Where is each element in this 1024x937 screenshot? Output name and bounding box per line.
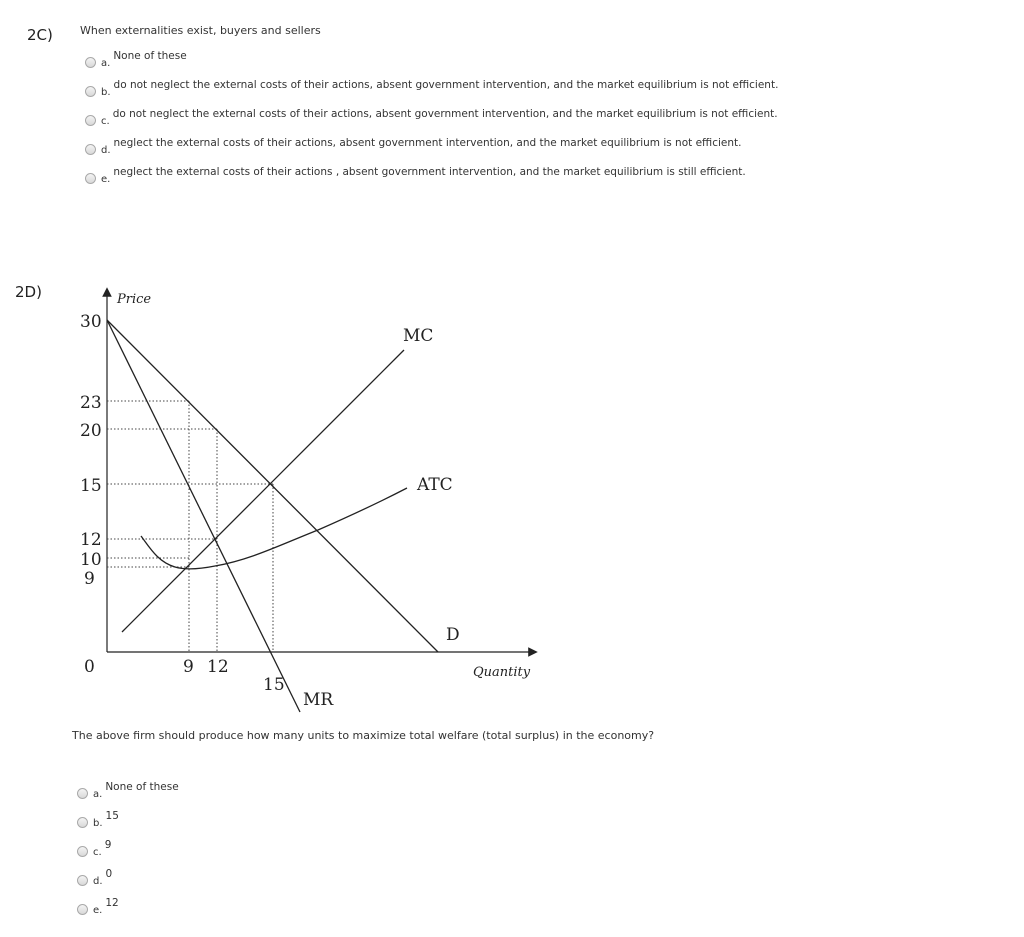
y-tick-20: 20: [80, 421, 102, 441]
question-prompt-2d: The above firm should produce how many units to maximize total welfare (total surplus) in the economy?: [72, 729, 655, 742]
q2d-option-d[interactable]: [77, 868, 112, 890]
radio-button[interactable]: [77, 788, 88, 799]
radio-button[interactable]: [77, 846, 88, 857]
q2d-option-b[interactable]: [77, 810, 119, 832]
x-axis-label: Quantity: [473, 665, 531, 680]
option-letter: c.: [93, 847, 102, 858]
x-tick-12: 12: [207, 657, 229, 677]
option-text: 12: [105, 897, 119, 909]
option-text: neglect the external costs of their actions, absent government intervention, and the market equilibrium is not efficient.: [113, 137, 742, 149]
y-tick-10: 10: [80, 550, 102, 570]
mr-label: MR: [303, 690, 334, 710]
option-letter: a.: [101, 58, 111, 69]
atc-label: ATC: [417, 475, 453, 495]
option-letter: c.: [101, 116, 110, 127]
y-tick-9: 9: [84, 569, 95, 589]
option-letter: e.: [93, 905, 103, 916]
question-number-2d: 2D): [15, 283, 42, 301]
x-tick-9: 9: [183, 657, 194, 677]
option-text: neglect the external costs of their actions , absent government intervention, and the market equilibrium is still efficient.: [113, 166, 746, 178]
radio-button[interactable]: [77, 817, 88, 828]
question-prompt-2c: When externalities exist, buyers and sellers: [80, 24, 321, 37]
demand-label: D: [446, 625, 460, 645]
guide-lines: [107, 401, 273, 652]
q2d-option-c[interactable]: [77, 839, 111, 861]
option-letter: a.: [93, 789, 103, 800]
mc-curve: [122, 350, 404, 632]
atc-curve: [141, 488, 407, 569]
demand-curve: [107, 320, 438, 652]
x-tick-15: 15: [263, 675, 285, 695]
mr-curve: [107, 320, 300, 712]
question-number-2c: 2C): [27, 26, 53, 44]
option-text: 0: [105, 868, 113, 880]
y-tick-15: 15: [80, 476, 102, 496]
radio-button[interactable]: [77, 875, 88, 886]
q2d-option-e[interactable]: [77, 897, 119, 919]
option-text: None of these: [113, 50, 187, 62]
option-letter: b.: [101, 87, 111, 98]
option-text: do not neglect the external costs of their actions, absent government intervention, and the market equilibrium is not efficient.: [113, 79, 779, 91]
y-tick-30: 30: [80, 312, 102, 332]
q2d-option-a[interactable]: [77, 781, 179, 803]
mc-label: MC: [403, 326, 434, 346]
option-text: None of these: [105, 781, 179, 793]
option-letter: d.: [93, 876, 103, 887]
y-tick-12: 12: [80, 530, 102, 550]
option-letter: e.: [101, 174, 111, 185]
option-text: 9: [104, 839, 112, 851]
option-letter: b.: [93, 818, 103, 829]
y-tick-23: 23: [80, 393, 102, 413]
radio-button[interactable]: [77, 904, 88, 915]
y-tick-0: 0: [84, 657, 95, 677]
option-text: do not neglect the external costs of their actions, absent government intervention, and the market equilibrium is not efficient.: [112, 108, 778, 120]
y-axis-label: Price: [117, 292, 152, 307]
option-text: 15: [105, 810, 119, 822]
option-letter: d.: [101, 145, 111, 156]
